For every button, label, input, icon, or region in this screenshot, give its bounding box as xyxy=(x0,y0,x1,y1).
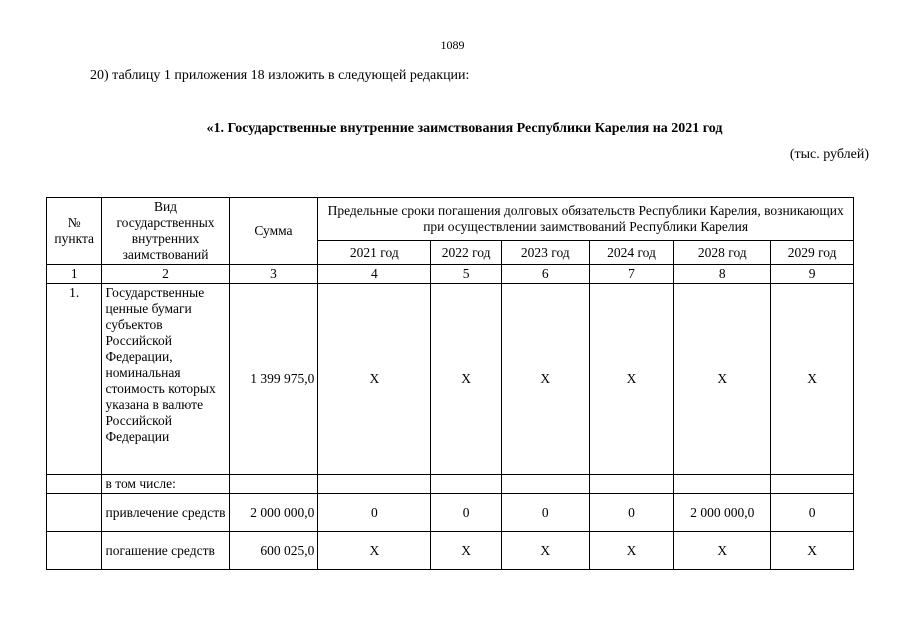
row-num xyxy=(47,494,102,532)
table-row xyxy=(47,284,854,475)
table-row xyxy=(47,475,854,494)
row-value: Х xyxy=(501,284,589,475)
header-row-1 xyxy=(47,198,854,241)
header-year: 2021 год xyxy=(318,241,431,265)
row-value xyxy=(318,475,431,494)
index-cell: 1 xyxy=(47,265,102,284)
row-value xyxy=(501,475,589,494)
index-cell: 8 xyxy=(674,265,771,284)
row-value: Х xyxy=(318,532,431,570)
row-value xyxy=(589,475,674,494)
table-title: «1. Государственные внутренние заимствования Республики Карелия на 2021 год xyxy=(206,121,723,136)
row-sum: 2 000 000,0 xyxy=(229,494,318,532)
row-sum: 1 399 975,0 xyxy=(229,284,318,475)
header-year: 2029 год xyxy=(771,241,854,265)
row-sum xyxy=(229,475,318,494)
table-row xyxy=(47,494,854,532)
row-type: в том числе: xyxy=(102,475,229,494)
row-num xyxy=(47,475,102,494)
row-value: Х xyxy=(431,532,502,570)
row-value: Х xyxy=(589,532,674,570)
borrowings-table xyxy=(46,197,854,570)
header-year: 2023 год xyxy=(501,241,589,265)
row-value: 0 xyxy=(431,494,502,532)
header-year: 2022 год xyxy=(431,241,502,265)
row-value: 2 000 000,0 xyxy=(674,494,771,532)
index-cell: 4 xyxy=(318,265,431,284)
row-value: 0 xyxy=(501,494,589,532)
row-value: Х xyxy=(771,532,854,570)
row-value xyxy=(771,475,854,494)
page-number: 1089 xyxy=(440,38,465,52)
row-value: Х xyxy=(318,284,431,475)
index-cell: 3 xyxy=(229,265,318,284)
units-label: (тыс. рублей) xyxy=(789,147,869,162)
row-type: Государственные ценные бумаги субъектов Российской Федерации, номинальная стоимость которых указана в валюте Российской Федерации xyxy=(102,284,229,475)
row-type: погашение средств xyxy=(102,532,229,570)
header-sum: Сумма xyxy=(229,198,318,265)
row-value: Х xyxy=(674,284,771,475)
row-sum: 600 025,0 xyxy=(229,532,318,570)
row-value: Х xyxy=(674,532,771,570)
row-type: привлечение средств xyxy=(102,494,229,532)
header-year: 2028 год xyxy=(674,241,771,265)
header-num: № пункта xyxy=(47,198,102,265)
row-value: 0 xyxy=(589,494,674,532)
header-year: 2024 год xyxy=(589,241,674,265)
row-value xyxy=(431,475,502,494)
header-type: Вид государственных внутренних заимствований xyxy=(102,198,229,265)
index-cell: 9 xyxy=(771,265,854,284)
index-cell: 7 xyxy=(589,265,674,284)
index-cell: 2 xyxy=(102,265,229,284)
row-value: 0 xyxy=(771,494,854,532)
intro-text: 20) таблицу 1 приложения 18 изложить в следующей редакции: xyxy=(90,68,470,83)
row-value: Х xyxy=(771,284,854,475)
row-value: Х xyxy=(589,284,674,475)
row-value xyxy=(674,475,771,494)
index-cell: 6 xyxy=(501,265,589,284)
table-row xyxy=(47,532,854,570)
header-terms: Предельные сроки погашения долговых обязательств Республики Карелия, возникающих при осуществлении заимствований Республики Карелия xyxy=(318,198,854,241)
row-value: Х xyxy=(501,532,589,570)
row-value: 0 xyxy=(318,494,431,532)
index-row xyxy=(47,265,854,284)
row-value: Х xyxy=(431,284,502,475)
index-cell: 5 xyxy=(431,265,502,284)
row-num xyxy=(47,532,102,570)
row-num: 1. xyxy=(47,284,102,475)
